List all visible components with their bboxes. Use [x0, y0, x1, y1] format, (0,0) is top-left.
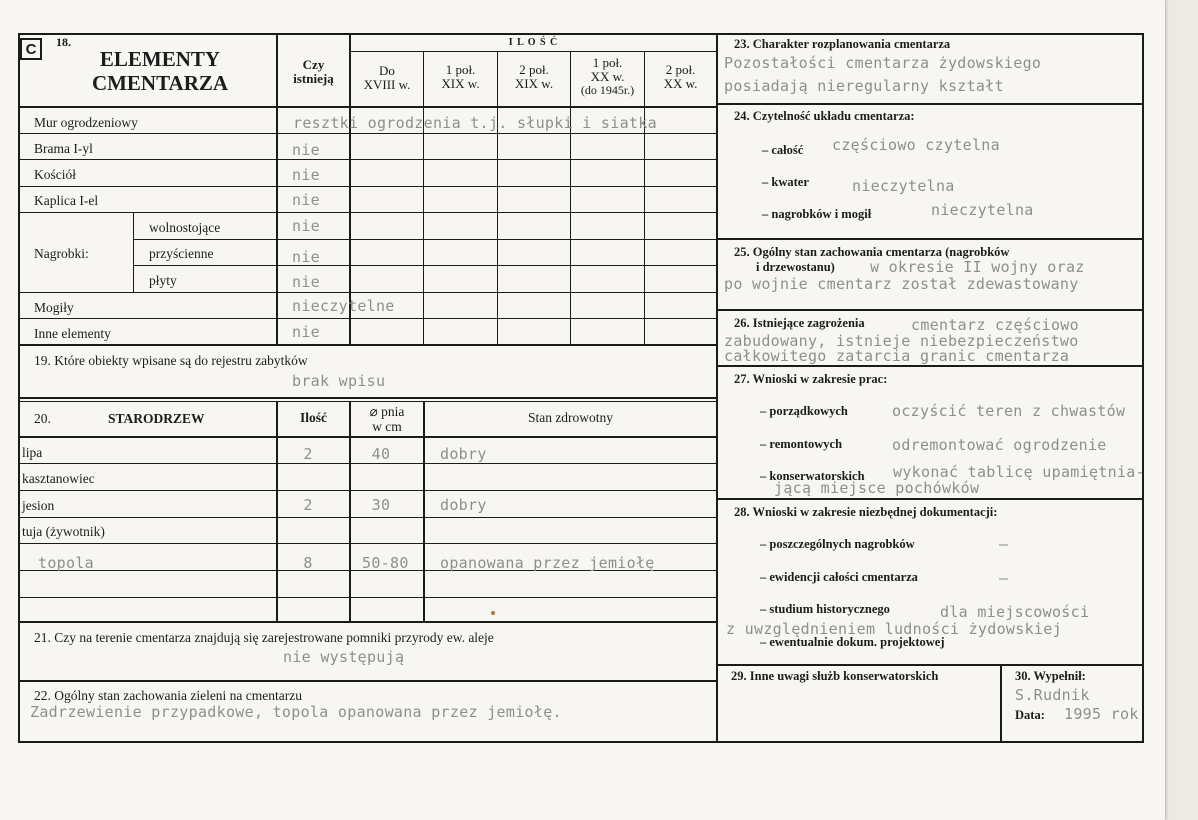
s28-value-nagrobkow: – [999, 535, 1009, 553]
period-5-l1: 2 poł. [665, 62, 696, 77]
s25-label-2: i drzewostanu) [756, 260, 835, 274]
s26-label: 26. Istniejące zagrożenia [734, 316, 865, 330]
period-4-l2: XX w. [590, 69, 625, 84]
nagrobki-vline [133, 212, 134, 292]
tree-name-kasztanowiec: kasztanowiec [22, 471, 95, 486]
row-label-kaplica: Kaplica I-el [34, 193, 99, 208]
tree-pien-jesion: 30 [371, 496, 391, 514]
row-label-przyscienne: przyścienne [149, 246, 214, 261]
s18-bottom [18, 344, 717, 346]
s25-value-2: po wojnie cmentarz został zdewastowany [724, 275, 1079, 293]
s20-top [18, 401, 717, 402]
s28-value-studium-1: dla miejscowości [940, 603, 1090, 621]
s25-value-1: w okresie II wojny oraz [870, 258, 1085, 276]
s28-item-ewentualnie: – ewentualnie dokum. projektowej [760, 635, 945, 649]
s27-value-porzadkowych: oczyścić teren z chwastów [892, 402, 1126, 420]
s18-czy-1: Czy [302, 57, 325, 72]
s19-bottom [18, 397, 717, 399]
s20-row-6 [18, 597, 717, 598]
s18-vline-3 [497, 52, 498, 345]
period-4-l1: 1 poł. [592, 55, 623, 70]
s29-s30-divider [1000, 665, 1002, 743]
s20-title: STARODRZEW [108, 411, 205, 426]
s20-header-bottom [18, 436, 717, 438]
tree-stan-topola: opanowana przez jemiołę [440, 554, 655, 572]
s20-col-ilosc: Ilość [300, 410, 327, 425]
s23-value-1: Pozostałości cmentarza żydowskiego [724, 54, 1042, 72]
row-label-inne: Inne elementy [34, 326, 111, 341]
s23-value-2: posiadają nieregularny kształt [724, 77, 1004, 95]
row-label-wolnostojace: wolnostojące [149, 220, 221, 235]
frame-middle [716, 33, 718, 743]
s22-label: 22. Ogólny stan zachowania zieleni na cmentarzu [34, 688, 303, 703]
nagrobki-label: Nagrobki: [34, 246, 89, 261]
s26-bottom [717, 365, 1144, 367]
s18-ilosc-header: I L O Ś Ć [508, 37, 559, 48]
s19-value: brak wpisu [292, 372, 386, 390]
s28-value-ewidencji: – [999, 569, 1009, 587]
s26-value-1: cmentarz częściowo [911, 316, 1079, 334]
s24-value-kwater: nieczytelna [852, 177, 955, 195]
s18-czy-2: istnieją [293, 71, 334, 86]
s26-value-2: zabudowany, istnieje niebezpieczeństwo [724, 332, 1079, 350]
s27-label: 27. Wnioski w zakresie prac: [734, 372, 888, 386]
period-3-l2: XIX w. [514, 76, 554, 91]
s27-value-konserwatorskich-2: jącą miejsce pochówków [774, 479, 980, 497]
frame-bottom [18, 741, 1144, 743]
s23-bottom [717, 103, 1144, 105]
tree-name-lipa: lipa [22, 445, 43, 460]
s18-title-2: CMENTARZA [91, 71, 229, 95]
s20-number: 20. [34, 411, 51, 426]
s20-bottom [18, 621, 717, 623]
s27-value-konserwatorskich-1: wykonać tablicę upamiętnia- [893, 463, 1145, 481]
s20-row-3 [18, 517, 717, 518]
row-sep-4 [18, 212, 717, 213]
s24-value-nagrobkow: nieczytelna [931, 201, 1034, 219]
s27-item-remontowych: – remontowych [760, 437, 843, 451]
tree-ilosc-jesion: 2 [303, 496, 313, 514]
row-sep-5 [133, 239, 717, 240]
row-sep-3 [18, 186, 717, 187]
s20-row-4 [18, 543, 717, 544]
value-kosciol: nie [292, 166, 320, 184]
period-1-l2: XVIII w. [363, 77, 411, 92]
row-label-brama: Brama I-yl [34, 141, 93, 156]
value-brama: nie [292, 141, 320, 159]
s30-name: S.Rudnik [1015, 686, 1090, 704]
value-kaplica: nie [292, 191, 320, 209]
value-mogily: nieczytelne [292, 297, 395, 315]
row-sep-1 [18, 133, 717, 134]
s30-date-value: 1995 rok [1064, 705, 1139, 723]
tree-stan-lipa: dobry [440, 445, 487, 463]
value-przyscienne: nie [292, 248, 320, 266]
s21-label: 21. Czy na terenie cmentarza znajdują się zarejestrowane pomniki przyrody ew. aleje [34, 630, 494, 645]
s27-item-konserwatorskich: – konserwatorskich [760, 469, 865, 483]
period-1-l1: Do [379, 63, 395, 78]
s18-title-1: ELEMENTY [99, 47, 221, 71]
s20-col-pnia-1: ⌀ pnia [369, 404, 405, 419]
row-label-plyty: płyty [149, 273, 177, 288]
s18-header-bottom [18, 106, 717, 108]
s29-label: 29. Inne uwagi służb konserwatorskich [731, 669, 939, 683]
tree-name-topola: topola [38, 554, 94, 572]
s28-item-nagrobkow: – poszczególnych nagrobków [760, 537, 915, 551]
s30-date-label: Data: [1015, 708, 1045, 722]
row-sep-6 [133, 265, 717, 266]
s27-bottom [717, 498, 1144, 500]
s25-bottom [717, 309, 1144, 311]
s21-bottom [18, 680, 717, 682]
row-label-mogily: Mogiły [34, 300, 74, 315]
row-sep-7 [18, 292, 717, 293]
s18-ilosc-line [350, 51, 717, 52]
s18-vline-5 [644, 52, 645, 345]
s24-label: 24. Czytelność układu cmentarza: [734, 109, 915, 123]
s27-value-remontowych: odremontować ogrodzenie [892, 436, 1107, 454]
s24-item-calosc: – całość [762, 143, 804, 157]
period-2-l2: XIX w. [441, 76, 480, 91]
value-mur: resztki ogrodzenia t.j. słupki i siatka [293, 114, 657, 132]
period-2-l1: 1 poł. [445, 62, 476, 77]
s21-value: nie występują [283, 648, 405, 666]
tree-name-jesion: jesion [22, 498, 55, 513]
row-sep-8 [18, 318, 717, 319]
s24-item-kwater: – kwater [762, 175, 809, 189]
row-label-kosciol: Kościół [34, 167, 76, 182]
s22-value: Zadrzewienie przypadkowe, topola opanowana przez jemiołę. [30, 703, 562, 721]
value-inne: nie [292, 323, 320, 341]
frame-top [18, 33, 1144, 35]
s28-bottom [717, 664, 1144, 666]
s28-item-studium: – studium historycznego [760, 602, 890, 616]
s18-vline-2 [423, 52, 424, 345]
row-label-mur: Mur ogrodzeniowy [34, 115, 138, 130]
frame-right [1142, 33, 1144, 743]
tree-ilosc-lipa: 2 [303, 445, 313, 463]
card-letter: C [25, 41, 37, 58]
tree-ilosc-topola: 8 [303, 554, 313, 572]
s26-value-3: całkowitego zatarcia granic cmentarza [724, 347, 1070, 365]
card-letter-box [20, 38, 42, 60]
s23-label: 23. Charakter rozplanowania cmentarza [734, 37, 951, 51]
ink-speck [491, 611, 495, 615]
s20-vline-3 [423, 401, 425, 621]
s24-bottom [717, 238, 1144, 240]
period-5-l2: XX w. [663, 76, 698, 91]
s28-label: 28. Wnioski w zakresie niezbędnej dokumentacji: [734, 505, 998, 519]
s18-number: 18. [56, 35, 71, 49]
s28-value-studium-2: z uwzględnieniem ludności żydowskiej [726, 620, 1062, 638]
tree-name-tuja: tuja (żywotnik) [22, 524, 105, 539]
s20-row-1 [18, 463, 717, 464]
s28-item-ewidencji: – ewidencji całości cmentarza [760, 570, 918, 584]
s24-value-calosc: częściowo czytelna [832, 136, 1000, 154]
value-wolnostojace: nie [292, 217, 320, 235]
s20-col-stan: Stan zdrowotny [527, 410, 614, 425]
frame-left [18, 33, 20, 743]
row-sep-2 [18, 159, 717, 160]
period-4-l3: (do 1945r.) [580, 83, 635, 97]
s25-label-1: 25. Ogólny stan zachowania cmentarza (nagrobków [734, 245, 1010, 259]
s24-item-nagrobkow: – nagrobków i mogił [762, 207, 872, 221]
tree-stan-jesion: dobry [440, 496, 487, 514]
tree-pien-topola: 50-80 [362, 554, 409, 572]
s19-label: 19. Które obiekty wpisane są do rejestru zabytków [34, 353, 308, 368]
s27-item-porzadkowych: – porządkowych [760, 404, 848, 418]
s30-label: 30. Wypełnił: [1015, 669, 1086, 683]
value-plyty: nie [292, 273, 320, 291]
s20-col-pnia-2: w cm [372, 419, 402, 434]
period-3-l1: 2 poł. [519, 62, 549, 77]
tree-pien-lipa: 40 [371, 445, 391, 463]
s20-row-2 [18, 490, 717, 491]
